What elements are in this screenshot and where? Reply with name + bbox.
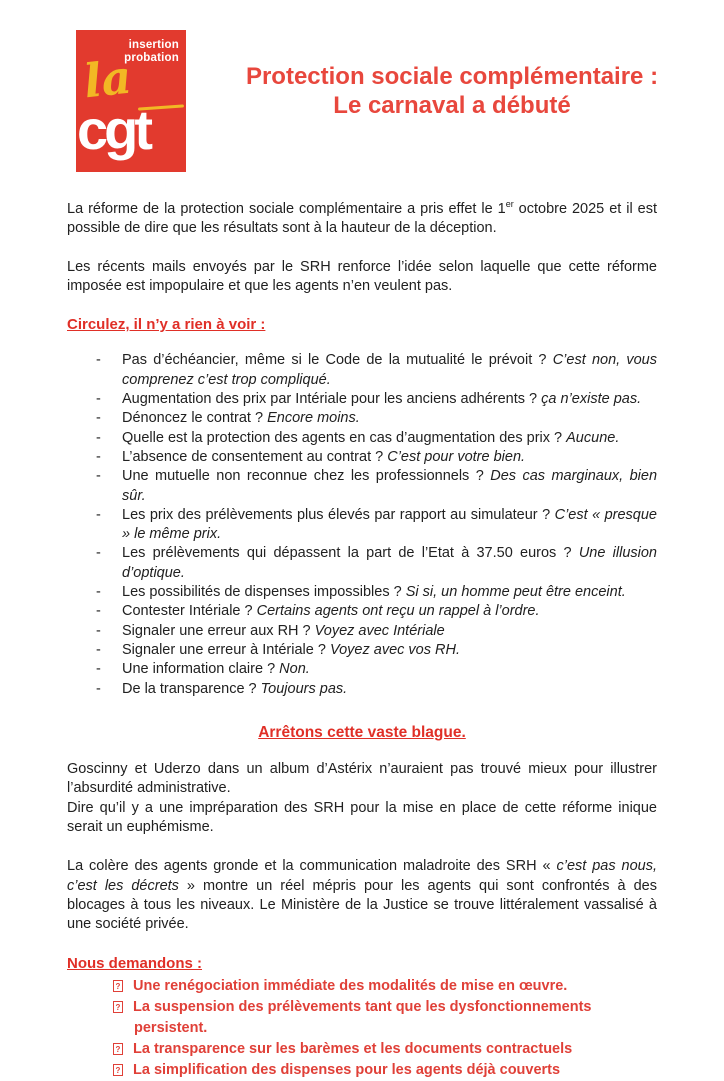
qa-question: Augmentation des prix par Intériale pour les anciens adhérents ? [122, 391, 538, 408]
qa-answer: Voyez avec Intériale [314, 622, 445, 639]
qa-answer: Encore moins. [267, 410, 360, 427]
qa-item [67, 390, 657, 409]
page-title-line1: Protection sociale complémentaire : [245, 63, 659, 90]
section-heading-blague: Arrêtons cette vaste blague. [258, 723, 466, 741]
qa-answer: C’est pour votre bien. [387, 448, 526, 465]
qa-item [67, 680, 657, 699]
qa-answer: Toujours pas. [260, 680, 348, 697]
qa-answer: Certains agents ont reçu un rappel à l’ordre. [256, 603, 540, 620]
demand-text: La suspension des prélèvements tant que les dysfonctionnements persistent. [133, 998, 592, 1036]
section-heading-demandes: Nous demandons : [67, 954, 203, 972]
colere-quote-italic: c’est pas nous, c’est les décrets [67, 858, 657, 894]
qa-answer: C’est « presque » le même prix. [122, 506, 657, 543]
qa-answer: C’est non, vous comprenez c’est trop compliqué. [122, 352, 657, 388]
dash-bullet: - [96, 680, 101, 697]
asterix-line1: Goscinny et Uderzo dans un album d’Astérix n’auraient pas trouvé mieux pour illustrer l’absurdité administrative. [67, 761, 657, 797]
intro-p1-text-after: octobre 2025 et il est possible de dire que les résultats sont à la hauteur de la déception. [67, 201, 657, 237]
logo-subtitle-line1: insertion [128, 39, 179, 51]
demand-item [67, 976, 657, 997]
intro-paragraph-2: Les récents mails envoyés par le SRH renforce l’idée selon laquelle que cette réforme imposée est impopulaire et que les agents n’en veulent pas. [67, 258, 657, 294]
qa-question: Quelle est la protection des agents en cas d’augmentation des prix ? [122, 429, 563, 446]
demand-item [67, 997, 657, 1039]
dash-bullet: - [96, 506, 101, 523]
asterix-line2: Dire qu’il y a une impréparation des SRH pour la mise en place de cette réforme inique serait un euphémisme. [67, 799, 657, 836]
qa-answer: ça n’existe pas. [541, 391, 642, 408]
dash-bullet: - [96, 603, 101, 620]
logo-cgt-text: cgt [77, 98, 149, 161]
qa-list [67, 351, 657, 698]
qa-item [67, 641, 657, 660]
qa-item [67, 448, 657, 467]
dash-bullet: - [96, 641, 101, 658]
qa-answer: Non. [279, 661, 310, 678]
logo-subtitle [124, 39, 179, 65]
colere-text-before: La colère des agents gronde et la communication maladroite des SRH « [67, 858, 557, 875]
dash-bullet: - [96, 352, 101, 369]
qa-question: Les possibilités de dispenses impossibles ? [122, 584, 402, 601]
demand-text: Une renégociation immédiate des modalités de mise en œuvre. [133, 977, 568, 994]
qa-item [67, 429, 657, 448]
qa-question: L’absence de consentement au contrat ? [122, 448, 384, 465]
dash-bullet: - [96, 448, 101, 465]
demand-text: La transparence sur les barèmes et les documents contractuels [133, 1040, 573, 1057]
dash-bullet: - [96, 391, 101, 408]
qa-item [67, 467, 657, 506]
demand-item [67, 1060, 657, 1081]
qa-item [67, 506, 657, 545]
missing-glyph-bullet-icon: ? [113, 1001, 123, 1013]
intro-paragraph-1 [67, 200, 657, 239]
dash-bullet: - [96, 661, 101, 678]
demand-text: La simplification des dispenses pour les agents déjà couverts [133, 1061, 561, 1078]
dash-bullet: - [96, 622, 101, 639]
qa-question: Dénoncez le contrat ? [122, 410, 264, 427]
qa-question: Les prix des prélèvements plus élevés par rapport au simulateur ? [122, 506, 551, 523]
demand-item [67, 1039, 657, 1060]
dash-bullet: - [96, 468, 101, 485]
qa-answer: Des cas marginaux, bien sûr. [122, 468, 658, 504]
missing-glyph-bullet-icon: ? [113, 980, 123, 992]
demands-list [67, 976, 657, 1081]
dash-bullet: - [96, 584, 101, 601]
qa-question: Signaler une erreur aux RH ? [122, 622, 311, 639]
qa-answer: Aucune. [566, 429, 620, 446]
colere-text-after: » montre un réel mépris pour les agents qui sont confrontés à des blocages à tous les niveaux. Le Ministère de la Justice se trouve littéralement vassalisé à une société privée. [67, 877, 657, 933]
section-heading-circulez: Circulez, il n’y a rien à voir : [67, 316, 266, 334]
missing-glyph-bullet-icon: ? [113, 1064, 123, 1076]
qa-question: Pas d’échéancier, même si le Code de la mutualité le prévoit ? [122, 352, 547, 369]
qa-question: Les prélèvements qui dépassent la part de l’Etat à 37.50 euros ? [122, 545, 572, 562]
qa-item [67, 409, 657, 428]
document-body [0, 172, 724, 1081]
document-header [0, 0, 724, 172]
dash-bullet: - [96, 429, 101, 446]
qa-answer: Voyez avec vos RH. [329, 641, 460, 658]
dash-bullet: - [96, 545, 101, 562]
colere-paragraph [67, 857, 657, 934]
dash-bullet: - [96, 410, 101, 427]
ordinal-superscript: er [505, 199, 514, 210]
qa-item [67, 602, 657, 621]
logo-script-la: la [81, 49, 134, 109]
qa-item [67, 544, 657, 583]
qa-question: Une information claire ? [122, 661, 276, 678]
cgt-logo [76, 30, 186, 172]
qa-item [67, 351, 657, 390]
qa-answer: Si si, un homme peut être enceint. [405, 584, 626, 601]
qa-question: Signaler une erreur à Intériale ? [122, 641, 326, 658]
logo-subtitle-line2: probation [124, 52, 179, 64]
qa-answer: Une illusion d’optique. [122, 545, 657, 581]
intro-p1-text: La réforme de la protection sociale complémentaire a pris effet le 1 [67, 201, 506, 217]
euphemisme-paragraph [67, 799, 657, 838]
missing-glyph-bullet-icon: ? [113, 1043, 123, 1055]
qa-question: Contester Intériale ? [122, 603, 253, 620]
qa-question: Une mutuelle non reconnue chez les professionnels ? [122, 468, 484, 485]
qa-item [67, 583, 657, 602]
qa-item [67, 622, 657, 641]
asterix-paragraph [67, 760, 657, 799]
qa-item [67, 660, 657, 679]
page-title-line2: Le carnaval a débuté [333, 92, 571, 119]
page-title [222, 62, 682, 120]
qa-question: De la transparence ? [122, 680, 257, 697]
